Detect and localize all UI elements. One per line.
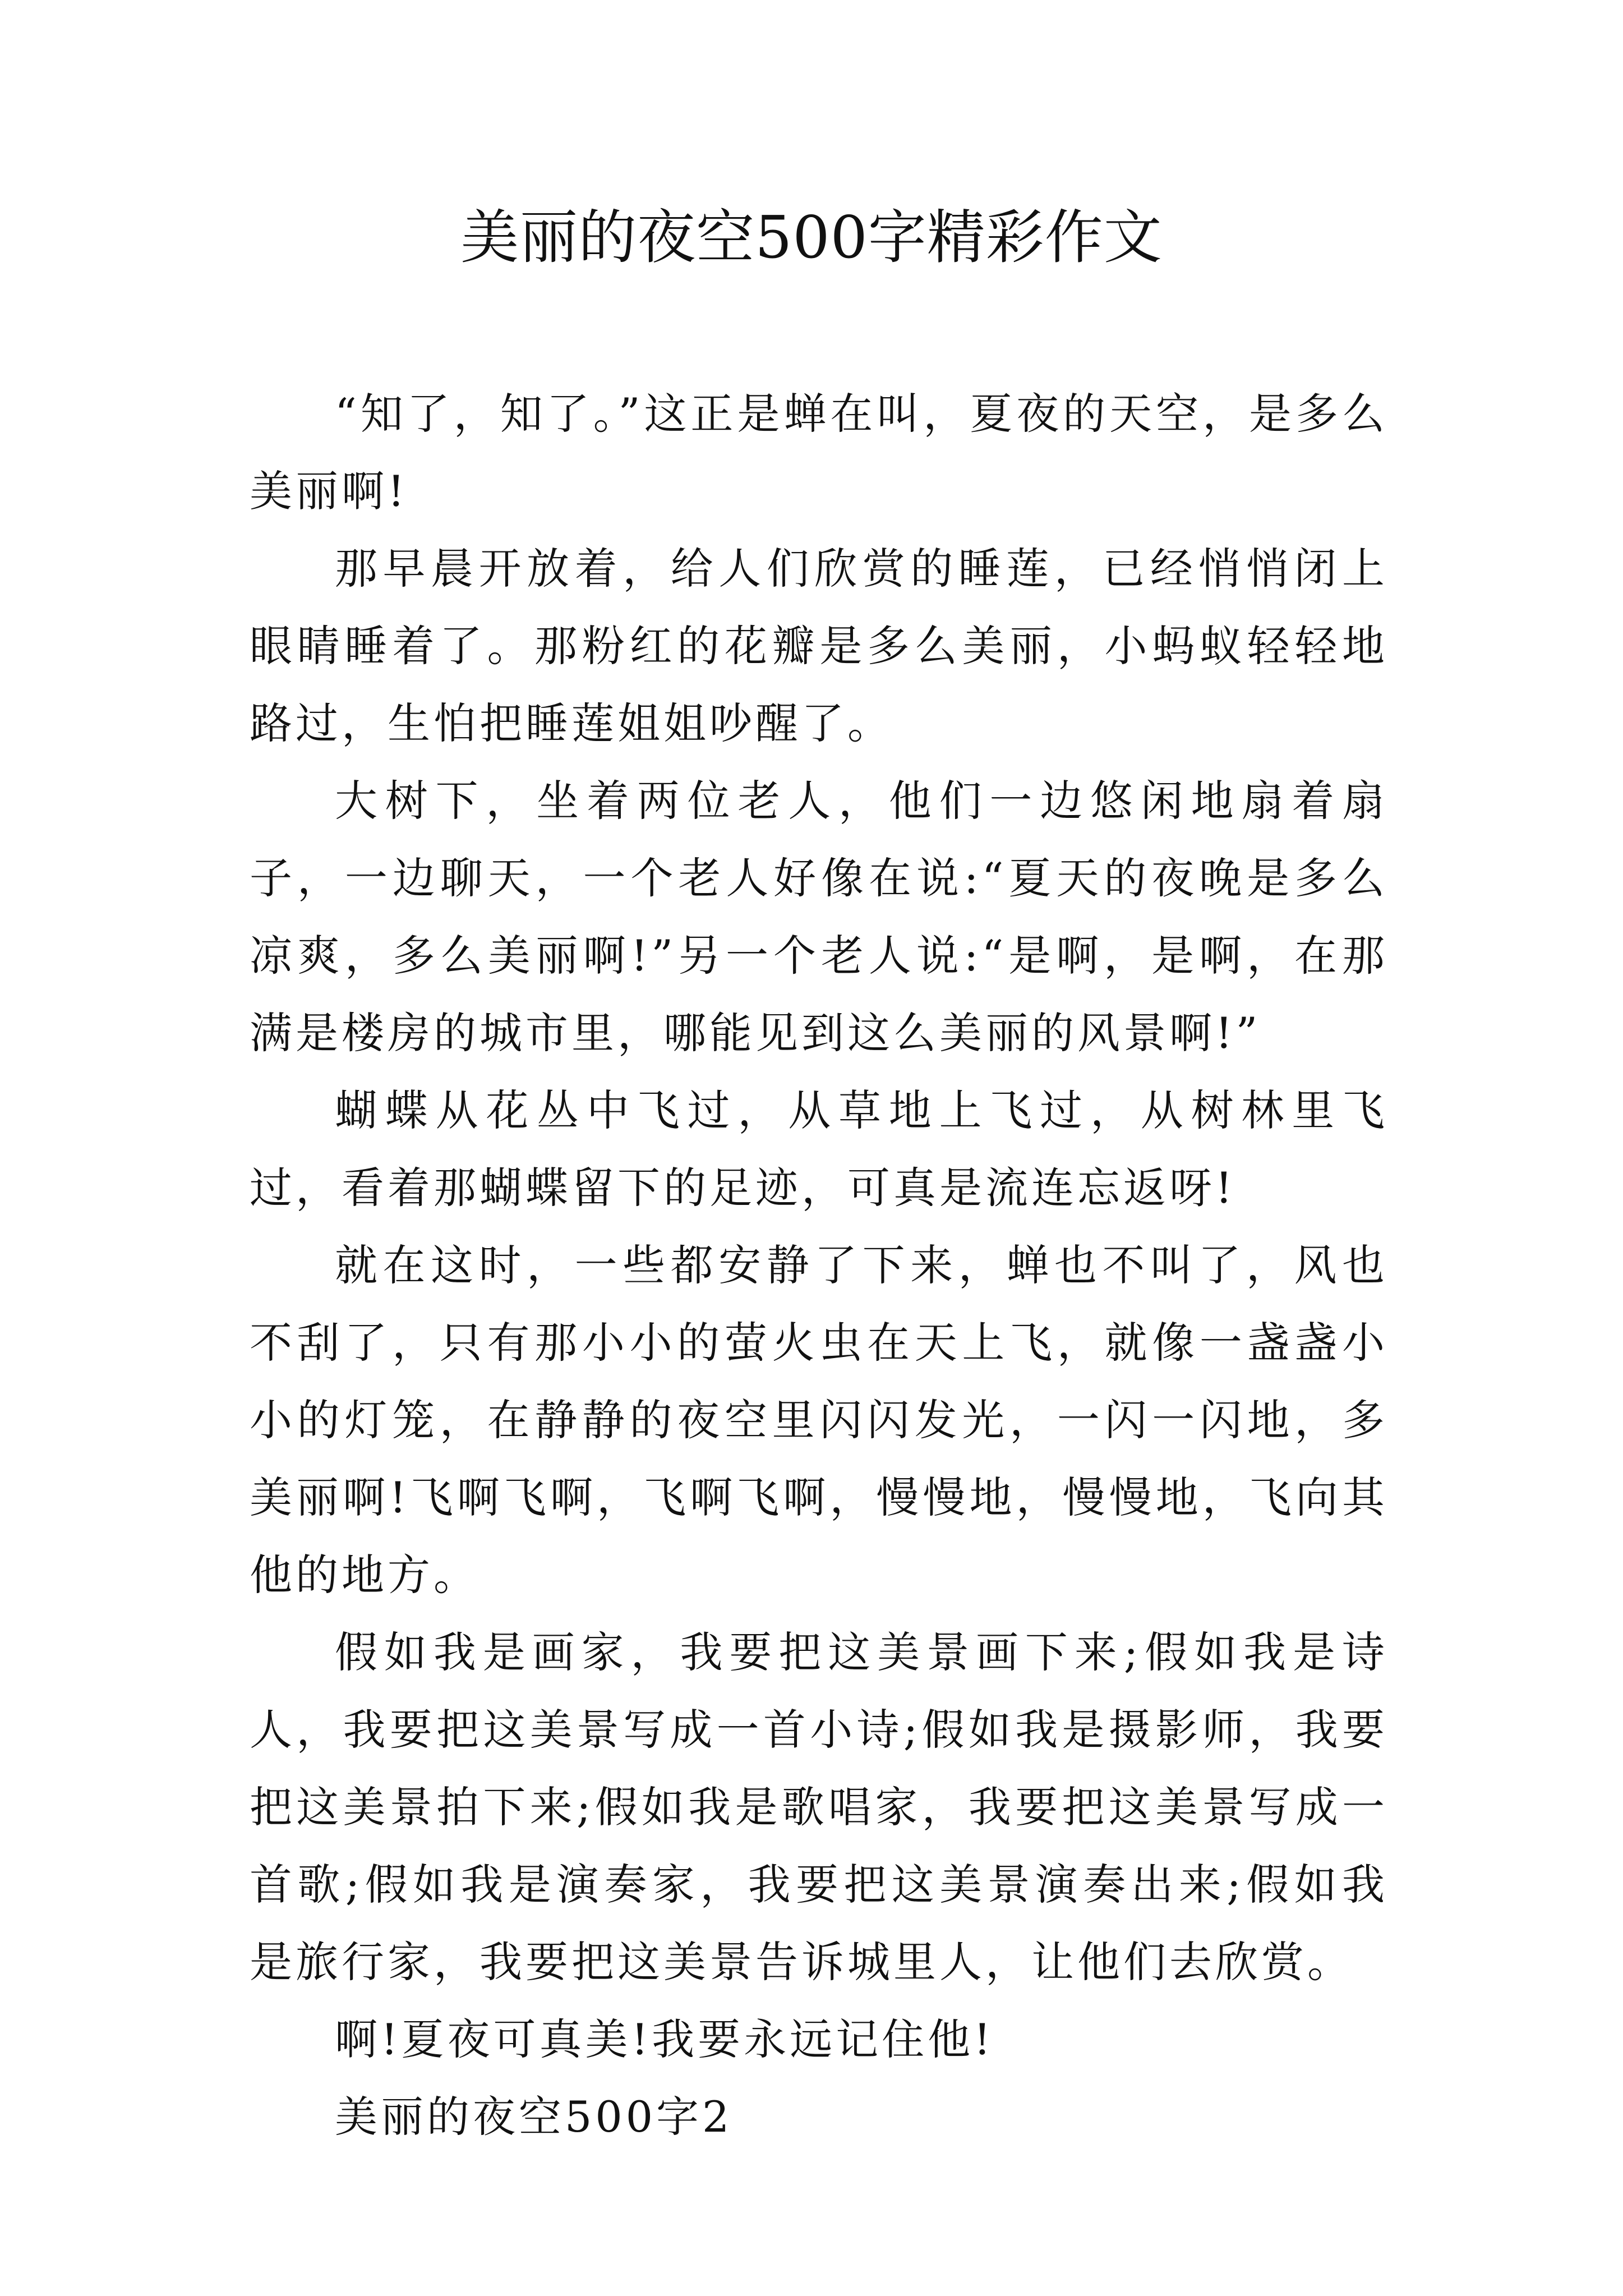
paragraph: 蝴蝶从花丛中飞过，从草地上飞过，从树林里飞过，看着那蝴蝶留下的足迹，可真是流连忘返呀! [250,1085,1388,1213]
paragraph: 那早晨开放着，给人们欣赏的睡莲，已经悄悄闭上眼睛睡着了。那粉红的花瓣是多么美丽，小蚂蚁轻轻地路过，生怕把睡莲姐姐吵醒了。 [250,544,1388,748]
paragraph: 假如我是画家，我要把这美景画下来;假如我是诗人，我要把这美景写成一首小诗;假如我是摄影师，我要把这美景拍下来;假如我是歌唱家，我要把这美景写成一首歌;假如我是演奏家，我要把这美景演奏出来;假如我是旅行家，我要把这美景告诉城里人，让他们去欣赏。 [250,1627,1388,1987]
paragraph: 啊!夏夜可真美!我要永远记住他! [335,2014,994,2064]
paragraph: 就在这时，一些都安静了下来，蝉也不叫了，风也不刮了，只有那小小的萤火虫在天上飞，就像一盏盏小小的灯笼，在静静的夜空里闪闪发光，一闪一闪地，多美丽啊!飞啊飞啊，飞啊飞啊，慢慢地，慢慢地，飞向其他的地方。 [250,1240,1388,1600]
document-title: 美丽的夜空500字精彩作文 [460,203,1163,272]
section-heading: 美丽的夜空500字2 [335,2092,733,2142]
paragraph: 大树下，坐着两位老人，他们一边悠闲地扇着扇子，一边聊天，一个老人好像在说:“夏天的夜晚是多么凉爽，多么美丽啊!”另一个老人说:“是啊，是啊，在那满是楼房的城市里，哪能见到这么美丽的风景啊!” [250,776,1388,1058]
paragraph: “知了，知了。”这正是蝉在叫，夏夜的天空，是多么美丽啊! [250,389,1388,516]
document-body [250,375,1388,2156]
